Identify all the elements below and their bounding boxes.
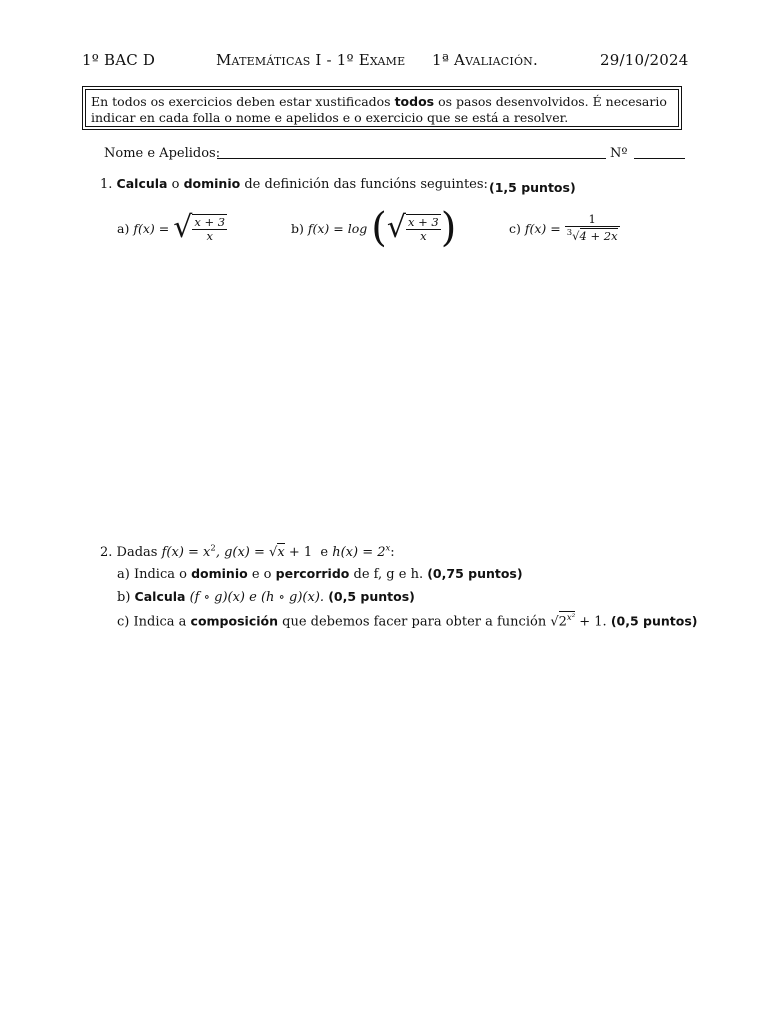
exam-date: 29/10/2024 (600, 51, 689, 69)
q2b-rest: (f ∘ g)(x) e (h ∘ g)(x). (189, 590, 325, 605)
q1a-denominator: x (206, 228, 213, 243)
q2-e-word: e (320, 545, 329, 560)
q2c-bold-composicion: composición (190, 613, 278, 629)
q2-h-def: h(x) = 2 (332, 545, 386, 560)
instructions-bold: todos (394, 94, 435, 109)
q2a-bold-dominio: dominio (191, 566, 248, 581)
q1b-radicand (406, 214, 441, 243)
q1c-root-index: 3 (566, 228, 573, 239)
q2b-points: (0,5 puntos) (328, 589, 415, 604)
q2c-tail: + 1. (579, 614, 607, 630)
q2-intro: 2. Dadas $f(x) = x^2$, g(x) = √x + 1 e $h(x) = 2^x$: (100, 543, 395, 560)
q1-statement (100, 176, 488, 192)
q1c-numerator: 1 (565, 213, 620, 227)
q1b-denominator: x (420, 228, 427, 243)
q2-colon: : (390, 545, 395, 560)
q1-word-o: o (171, 177, 180, 192)
sqrt-sign: √ (386, 210, 406, 245)
name-label: Nome e Apelidos: (104, 146, 221, 161)
q2a-bold-percorrido: percorrido (275, 566, 350, 581)
sqrt-sign: √ (173, 210, 193, 245)
q2-g-rest: + 1 (288, 545, 313, 560)
name-field[interactable] (217, 158, 606, 159)
q1c-lhs: f(x) = (524, 220, 561, 236)
instructions-text-after: os pasos desenvolvidos. É necesario indicar en cada folla o nome e apelidos e o exercicio que se está a resolver. (91, 94, 667, 125)
q1c-denominator: $^3$√4 + 2x (566, 228, 618, 243)
q1a-lhs: f(x) = (133, 220, 170, 236)
q2c-base: 2 (558, 614, 567, 630)
instructions-text-before: En todos os exercicios deben estar xustificados (91, 94, 395, 109)
q2-g-radicand: x (277, 545, 285, 560)
q2a-points: (0,75 puntos) (427, 566, 523, 581)
q2-intro-word: Dadas (116, 545, 158, 560)
q1b-label: b) (291, 220, 304, 236)
number-label: Nº (610, 146, 628, 161)
q2-item-b (117, 589, 415, 605)
q2c-rest: que debemos facer para obter a función (282, 614, 547, 630)
q1-points-text: (1,5 puntos) (489, 180, 576, 195)
course-label: 1º BAC D (82, 51, 156, 69)
q2-item-c: c) Indica a composición que debemos facer para obter a función $√2^{x^2} + 1$. (0,5 puntos) (117, 613, 698, 630)
q2c-exp: x² (566, 613, 576, 623)
q2-f-def: f(x) = x (161, 545, 211, 560)
instructions-box (82, 86, 682, 130)
q1a-radicand (192, 214, 227, 243)
q1a-numerator: x + 3 (194, 214, 226, 229)
q1-bold-calcula: Calcula (116, 176, 168, 191)
q2-h-exp: x (385, 543, 391, 554)
q1c-radicand: 4 + 2x (579, 228, 618, 243)
left-paren: ( (371, 205, 387, 251)
q2b-label: b) (117, 590, 131, 605)
q1-item-b (291, 206, 456, 250)
q1a-label: a) (117, 220, 130, 236)
instructions-text (85, 89, 679, 127)
q2a-label: a) Indica o (117, 567, 187, 582)
q1c-fraction (565, 213, 620, 243)
q1b-numerator: x + 3 (407, 214, 439, 229)
q2-item-a (117, 566, 523, 582)
q2-f-exp: 2 (210, 543, 216, 554)
q2c-label: c) Indica a (117, 614, 187, 630)
right-paren: ) (440, 205, 457, 251)
evaluation-label: 1ª Avaliación. (432, 51, 538, 69)
q1-rest: de definición das funcións seguintes: (244, 177, 488, 192)
number-field[interactable] (634, 158, 685, 159)
q2b-bold-calcula: Calcula (134, 589, 186, 604)
q1c-label: c) (509, 220, 521, 236)
q2c-points: (0,5 puntos) (610, 613, 698, 629)
q2a-rest: de f, g e h. (353, 567, 424, 582)
q2-number: 2. (100, 545, 113, 560)
q1-number: 1. (100, 177, 113, 192)
q1-points (489, 177, 576, 196)
q2-g-def: , g(x) = (215, 545, 265, 560)
q1b-lhs: f(x) = log (307, 220, 368, 236)
q1-bold-dominio: dominio (183, 176, 241, 191)
q2a-mid: e o (251, 567, 272, 582)
exam-title: Matemáticas I - 1º Exame (216, 51, 406, 69)
q1-item-c (509, 208, 620, 248)
q1-item-a (117, 208, 227, 248)
